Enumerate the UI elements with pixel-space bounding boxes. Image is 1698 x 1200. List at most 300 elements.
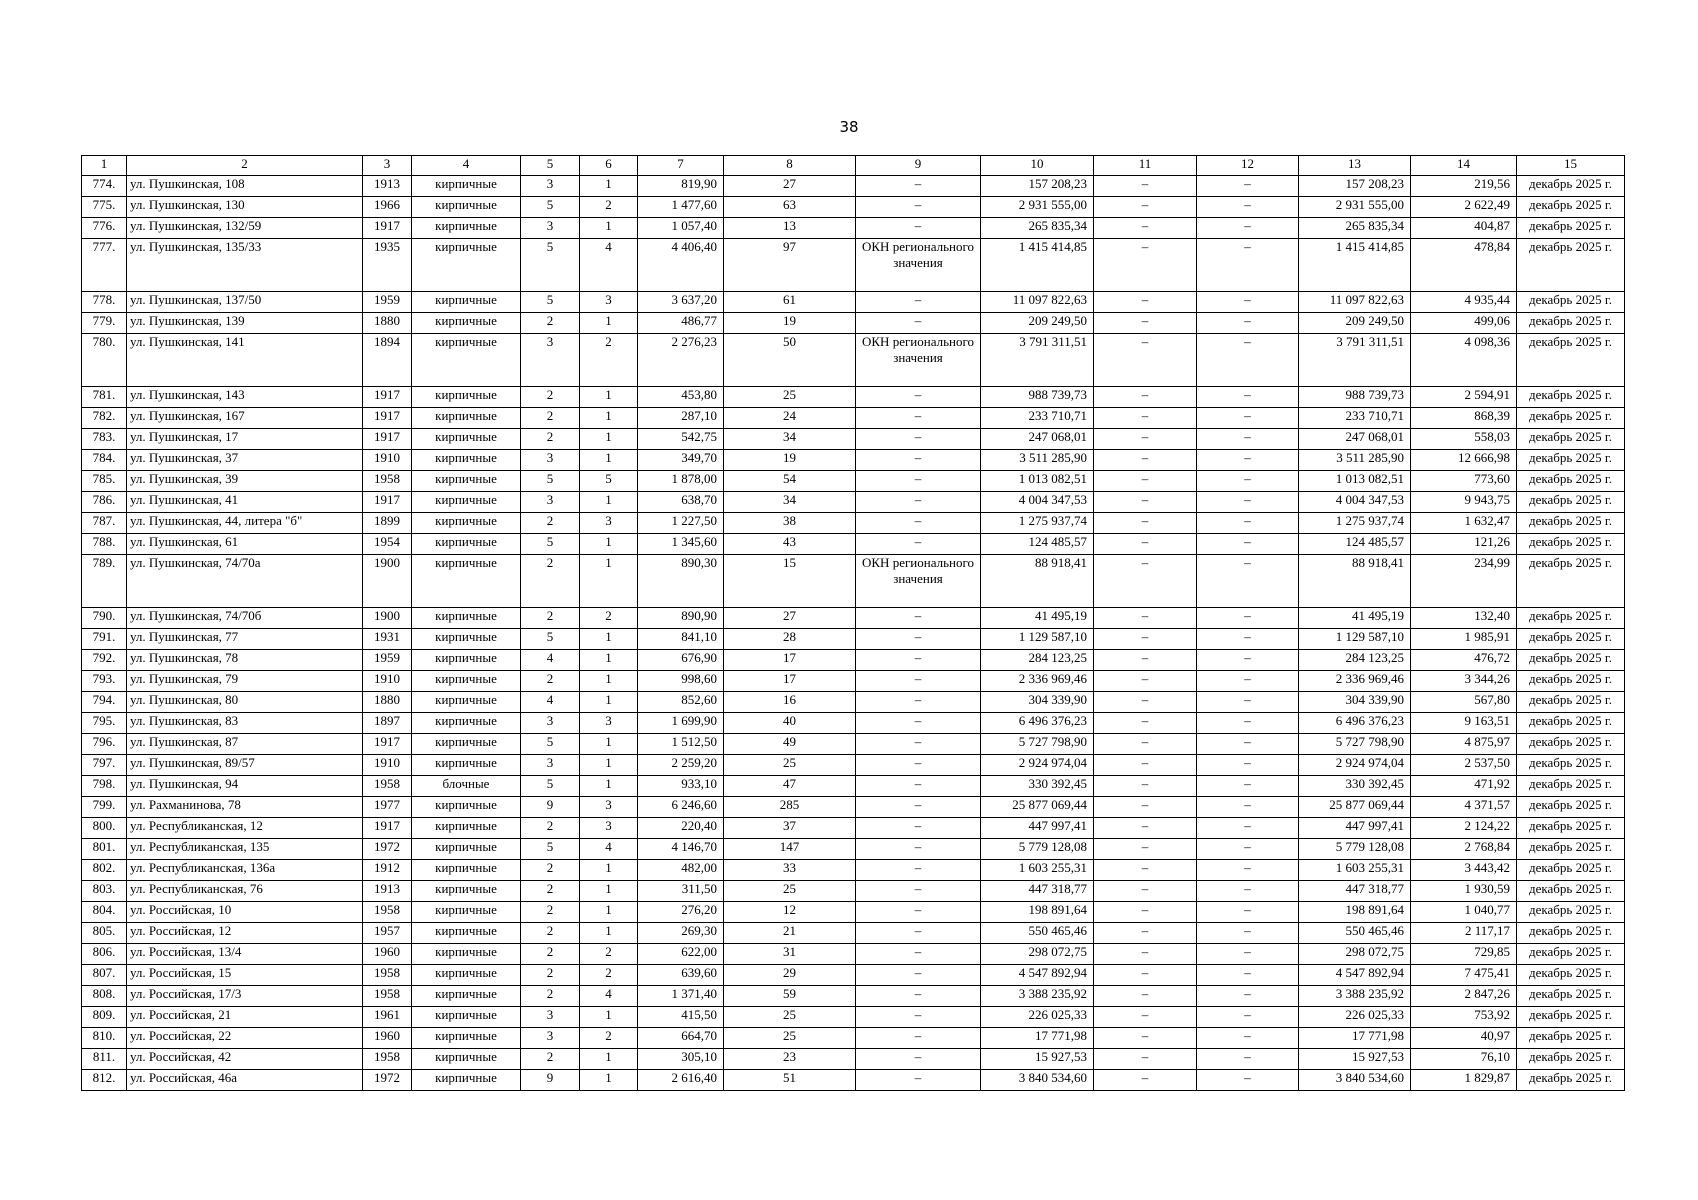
table-cell-col-7: 305,10 xyxy=(638,1049,724,1070)
table-cell-col-13: 550 465,46 xyxy=(1299,923,1411,944)
table-cell-col-10: 447 997,41 xyxy=(981,818,1094,839)
table-cell-col-7: 1 371,40 xyxy=(638,986,724,1007)
table-cell-col-7: 220,40 xyxy=(638,818,724,839)
table-cell-col-9: – xyxy=(856,986,981,1007)
table-cell-col-4: кирпичные xyxy=(412,176,521,197)
table-cell-col-13: 226 025,33 xyxy=(1299,1007,1411,1028)
column-header-10: 10 xyxy=(981,156,1094,176)
table-cell-col-3: 1957 xyxy=(363,923,412,944)
table-cell-col-1: 800. xyxy=(82,818,127,839)
table-cell-col-1: 789. xyxy=(82,555,127,608)
table-cell-col-6: 1 xyxy=(580,671,638,692)
table-cell-col-8: 15 xyxy=(724,555,856,608)
table-cell-col-11: – xyxy=(1094,197,1197,218)
table-cell-col-15: декабрь 2025 г. xyxy=(1517,387,1625,408)
table-cell-col-6: 1 xyxy=(580,492,638,513)
table-cell-col-15: декабрь 2025 г. xyxy=(1517,671,1625,692)
table-cell-col-9: ОКН регионального значения xyxy=(856,555,981,608)
table-cell-col-11: – xyxy=(1094,818,1197,839)
table-cell-col-13: 298 072,75 xyxy=(1299,944,1411,965)
table-cell-col-10: 1 013 082,51 xyxy=(981,471,1094,492)
table-cell-col-13: 209 249,50 xyxy=(1299,313,1411,334)
table-cell-col-11: – xyxy=(1094,408,1197,429)
column-header-5: 5 xyxy=(521,156,580,176)
table-cell-col-3: 1880 xyxy=(363,692,412,713)
table-cell-col-15: декабрь 2025 г. xyxy=(1517,692,1625,713)
table-cell-col-8: 147 xyxy=(724,839,856,860)
column-header-7: 7 xyxy=(638,156,724,176)
table-cell-col-5: 5 xyxy=(521,734,580,755)
table-row xyxy=(82,313,1625,334)
table-cell-col-15: декабрь 2025 г. xyxy=(1517,986,1625,1007)
table-cell-col-1: 808. xyxy=(82,986,127,1007)
table-cell-col-1: 804. xyxy=(82,902,127,923)
table-cell-col-2: ул. Российская, 21 xyxy=(127,1007,363,1028)
table-cell-col-3: 1960 xyxy=(363,1028,412,1049)
table-cell-col-14: 558,03 xyxy=(1411,429,1517,450)
table-cell-col-12: – xyxy=(1197,555,1299,608)
table-cell-col-12: – xyxy=(1197,650,1299,671)
table-cell-col-13: 5 727 798,90 xyxy=(1299,734,1411,755)
table-cell-col-6: 1 xyxy=(580,313,638,334)
table-cell-col-1: 812. xyxy=(82,1070,127,1091)
table-cell-col-7: 4 146,70 xyxy=(638,839,724,860)
table-cell-col-9: – xyxy=(856,513,981,534)
housing-table-container xyxy=(81,155,1624,1091)
table-cell-col-12: – xyxy=(1197,1007,1299,1028)
table-cell-col-11: – xyxy=(1094,313,1197,334)
table-cell-col-11: – xyxy=(1094,650,1197,671)
table-cell-col-15: декабрь 2025 г. xyxy=(1517,492,1625,513)
table-cell-col-1: 791. xyxy=(82,629,127,650)
table-cell-col-6: 5 xyxy=(580,471,638,492)
table-cell-col-5: 2 xyxy=(521,555,580,608)
table-cell-col-12: – xyxy=(1197,197,1299,218)
table-cell-col-2: ул. Российская, 22 xyxy=(127,1028,363,1049)
table-cell-col-3: 1961 xyxy=(363,1007,412,1028)
table-cell-col-15: декабрь 2025 г. xyxy=(1517,797,1625,818)
table-cell-col-6: 1 xyxy=(580,902,638,923)
table-cell-col-6: 1 xyxy=(580,218,638,239)
table-cell-col-2: ул. Пушкинская, 37 xyxy=(127,450,363,471)
table-cell-col-14: 4 371,57 xyxy=(1411,797,1517,818)
table-cell-col-5: 5 xyxy=(521,839,580,860)
table-cell-col-10: 41 495,19 xyxy=(981,608,1094,629)
table-cell-col-11: – xyxy=(1094,218,1197,239)
table-cell-col-8: 25 xyxy=(724,1028,856,1049)
table-cell-col-15: декабрь 2025 г. xyxy=(1517,1049,1625,1070)
table-cell-col-15: декабрь 2025 г. xyxy=(1517,176,1625,197)
table-cell-col-10: 447 318,77 xyxy=(981,881,1094,902)
table-cell-col-9: – xyxy=(856,734,981,755)
table-cell-col-10: 247 068,01 xyxy=(981,429,1094,450)
table-cell-col-5: 5 xyxy=(521,471,580,492)
table-cell-col-6: 2 xyxy=(580,1028,638,1049)
column-header-15: 15 xyxy=(1517,156,1625,176)
table-cell-col-6: 2 xyxy=(580,944,638,965)
table-cell-col-7: 890,30 xyxy=(638,555,724,608)
table-cell-col-11: – xyxy=(1094,1070,1197,1091)
table-cell-col-2: ул. Пушкинская, 139 xyxy=(127,313,363,334)
table-cell-col-12: – xyxy=(1197,471,1299,492)
table-cell-col-5: 2 xyxy=(521,608,580,629)
table-cell-col-7: 639,60 xyxy=(638,965,724,986)
table-cell-col-5: 5 xyxy=(521,292,580,313)
table-body xyxy=(82,176,1625,1091)
table-cell-col-4: кирпичные xyxy=(412,734,521,755)
table-cell-col-10: 233 710,71 xyxy=(981,408,1094,429)
table-cell-col-4: кирпичные xyxy=(412,555,521,608)
table-cell-col-6: 4 xyxy=(580,239,638,292)
table-cell-col-2: ул. Республиканская, 135 xyxy=(127,839,363,860)
table-cell-col-15: декабрь 2025 г. xyxy=(1517,471,1625,492)
table-row xyxy=(82,608,1625,629)
table-cell-col-7: 6 246,60 xyxy=(638,797,724,818)
table-cell-col-13: 6 496 376,23 xyxy=(1299,713,1411,734)
table-cell-col-3: 1959 xyxy=(363,292,412,313)
table-cell-col-6: 1 xyxy=(580,629,638,650)
table-cell-col-4: кирпичные xyxy=(412,471,521,492)
table-cell-col-11: – xyxy=(1094,534,1197,555)
table-cell-col-14: 1 930,59 xyxy=(1411,881,1517,902)
table-cell-col-4: кирпичные xyxy=(412,513,521,534)
table-cell-col-13: 1 603 255,31 xyxy=(1299,860,1411,881)
table-cell-col-6: 2 xyxy=(580,197,638,218)
table-cell-col-11: – xyxy=(1094,334,1197,387)
table-cell-col-13: 198 891,64 xyxy=(1299,902,1411,923)
table-cell-col-3: 1958 xyxy=(363,471,412,492)
table-cell-col-6: 4 xyxy=(580,986,638,1007)
table-cell-col-10: 550 465,46 xyxy=(981,923,1094,944)
table-cell-col-1: 777. xyxy=(82,239,127,292)
table-cell-col-11: – xyxy=(1094,713,1197,734)
table-cell-col-7: 890,90 xyxy=(638,608,724,629)
table-cell-col-8: 34 xyxy=(724,429,856,450)
table-cell-col-7: 998,60 xyxy=(638,671,724,692)
table-cell-col-2: ул. Рахманинова, 78 xyxy=(127,797,363,818)
table-cell-col-5: 2 xyxy=(521,671,580,692)
table-cell-col-6: 3 xyxy=(580,818,638,839)
table-cell-col-14: 2 622,49 xyxy=(1411,197,1517,218)
table-cell-col-2: ул. Пушкинская, 41 xyxy=(127,492,363,513)
table-cell-col-9: – xyxy=(856,408,981,429)
table-cell-col-7: 852,60 xyxy=(638,692,724,713)
table-cell-col-10: 157 208,23 xyxy=(981,176,1094,197)
table-cell-col-4: кирпичные xyxy=(412,713,521,734)
table-cell-col-1: 795. xyxy=(82,713,127,734)
table-cell-col-14: 476,72 xyxy=(1411,650,1517,671)
table-cell-col-2: ул. Пушкинская, 77 xyxy=(127,629,363,650)
table-cell-col-7: 664,70 xyxy=(638,1028,724,1049)
table-cell-col-8: 49 xyxy=(724,734,856,755)
table-cell-col-12: – xyxy=(1197,797,1299,818)
table-cell-col-13: 2 336 969,46 xyxy=(1299,671,1411,692)
table-cell-col-3: 1897 xyxy=(363,713,412,734)
table-cell-col-13: 17 771,98 xyxy=(1299,1028,1411,1049)
table-cell-col-2: ул. Пушкинская, 135/33 xyxy=(127,239,363,292)
table-cell-col-13: 304 339,90 xyxy=(1299,692,1411,713)
table-cell-col-11: – xyxy=(1094,629,1197,650)
table-cell-col-9: – xyxy=(856,608,981,629)
table-cell-col-15: декабрь 2025 г. xyxy=(1517,534,1625,555)
table-row xyxy=(82,1049,1625,1070)
table-cell-col-5: 2 xyxy=(521,965,580,986)
table-row xyxy=(82,755,1625,776)
table-cell-col-9: – xyxy=(856,471,981,492)
table-cell-col-10: 198 891,64 xyxy=(981,902,1094,923)
table-cell-col-12: – xyxy=(1197,671,1299,692)
table-cell-col-6: 1 xyxy=(580,408,638,429)
table-cell-col-4: кирпичные xyxy=(412,965,521,986)
table-cell-col-15: декабрь 2025 г. xyxy=(1517,513,1625,534)
table-cell-col-7: 1 477,60 xyxy=(638,197,724,218)
table-cell-col-9: – xyxy=(856,492,981,513)
table-cell-col-7: 287,10 xyxy=(638,408,724,429)
table-cell-col-7: 1 699,90 xyxy=(638,713,724,734)
table-cell-col-12: – xyxy=(1197,860,1299,881)
table-cell-col-15: декабрь 2025 г. xyxy=(1517,429,1625,450)
table-cell-col-10: 124 485,57 xyxy=(981,534,1094,555)
table-cell-col-8: 17 xyxy=(724,671,856,692)
table-row xyxy=(82,471,1625,492)
table-cell-col-8: 16 xyxy=(724,692,856,713)
table-cell-col-15: декабрь 2025 г. xyxy=(1517,239,1625,292)
table-cell-col-5: 2 xyxy=(521,860,580,881)
table-cell-col-1: 785. xyxy=(82,471,127,492)
table-cell-col-11: – xyxy=(1094,292,1197,313)
table-cell-col-10: 11 097 822,63 xyxy=(981,292,1094,313)
table-cell-col-12: – xyxy=(1197,429,1299,450)
table-cell-col-15: декабрь 2025 г. xyxy=(1517,1007,1625,1028)
table-cell-col-12: – xyxy=(1197,734,1299,755)
table-cell-col-6: 1 xyxy=(580,860,638,881)
table-cell-col-14: 729,85 xyxy=(1411,944,1517,965)
table-cell-col-9: – xyxy=(856,713,981,734)
table-cell-col-14: 76,10 xyxy=(1411,1049,1517,1070)
table-cell-col-2: ул. Пушкинская, 167 xyxy=(127,408,363,429)
table-cell-col-12: – xyxy=(1197,902,1299,923)
table-row xyxy=(82,1028,1625,1049)
table-cell-col-8: 50 xyxy=(724,334,856,387)
table-cell-col-4: кирпичные xyxy=(412,450,521,471)
table-cell-col-6: 2 xyxy=(580,608,638,629)
table-cell-col-9: – xyxy=(856,755,981,776)
table-cell-col-12: – xyxy=(1197,965,1299,986)
table-cell-col-9: – xyxy=(856,1049,981,1070)
table-cell-col-2: ул. Пушкинская, 132/59 xyxy=(127,218,363,239)
table-cell-col-15: декабрь 2025 г. xyxy=(1517,944,1625,965)
table-cell-col-12: – xyxy=(1197,692,1299,713)
table-cell-col-4: кирпичные xyxy=(412,650,521,671)
table-cell-col-14: 4 935,44 xyxy=(1411,292,1517,313)
table-cell-col-9: – xyxy=(856,176,981,197)
table-cell-col-14: 1 985,91 xyxy=(1411,629,1517,650)
table-cell-col-12: – xyxy=(1197,387,1299,408)
table-cell-col-3: 1977 xyxy=(363,797,412,818)
table-cell-col-9: – xyxy=(856,965,981,986)
table-row xyxy=(82,923,1625,944)
table-cell-col-13: 247 068,01 xyxy=(1299,429,1411,450)
table-cell-col-5: 4 xyxy=(521,650,580,671)
table-cell-col-3: 1972 xyxy=(363,1070,412,1091)
table-cell-col-9: – xyxy=(856,218,981,239)
table-cell-col-6: 1 xyxy=(580,1049,638,1070)
table-cell-col-13: 233 710,71 xyxy=(1299,408,1411,429)
table-cell-col-8: 13 xyxy=(724,218,856,239)
table-cell-col-10: 304 339,90 xyxy=(981,692,1094,713)
table-cell-col-7: 1 878,00 xyxy=(638,471,724,492)
table-cell-col-12: – xyxy=(1197,313,1299,334)
table-cell-col-15: декабрь 2025 г. xyxy=(1517,555,1625,608)
table-cell-col-10: 330 392,45 xyxy=(981,776,1094,797)
table-cell-col-5: 3 xyxy=(521,450,580,471)
table-cell-col-1: 774. xyxy=(82,176,127,197)
table-cell-col-4: кирпичные xyxy=(412,1007,521,1028)
table-cell-col-2: ул. Российская, 13/4 xyxy=(127,944,363,965)
table-cell-col-5: 2 xyxy=(521,408,580,429)
table-cell-col-6: 1 xyxy=(580,555,638,608)
table-cell-col-1: 809. xyxy=(82,1007,127,1028)
table-cell-col-7: 1 057,40 xyxy=(638,218,724,239)
table-cell-col-4: кирпичные xyxy=(412,1070,521,1091)
table-cell-col-12: – xyxy=(1197,334,1299,387)
table-cell-col-5: 9 xyxy=(521,797,580,818)
column-header-11: 11 xyxy=(1094,156,1197,176)
table-cell-col-5: 2 xyxy=(521,513,580,534)
table-cell-col-12: – xyxy=(1197,629,1299,650)
table-cell-col-10: 1 603 255,31 xyxy=(981,860,1094,881)
table-cell-col-6: 1 xyxy=(580,692,638,713)
table-cell-col-13: 15 927,53 xyxy=(1299,1049,1411,1070)
table-cell-col-7: 1 345,60 xyxy=(638,534,724,555)
table-cell-col-7: 415,50 xyxy=(638,1007,724,1028)
table-cell-col-4: кирпичные xyxy=(412,629,521,650)
table-cell-col-7: 349,70 xyxy=(638,450,724,471)
table-cell-col-9: – xyxy=(856,450,981,471)
table-cell-col-15: декабрь 2025 г. xyxy=(1517,292,1625,313)
column-header-4: 4 xyxy=(412,156,521,176)
table-cell-col-5: 3 xyxy=(521,176,580,197)
table-cell-col-1: 797. xyxy=(82,755,127,776)
table-cell-col-2: ул. Республиканская, 12 xyxy=(127,818,363,839)
table-cell-col-2: ул. Пушкинская, 137/50 xyxy=(127,292,363,313)
table-cell-col-3: 1917 xyxy=(363,734,412,755)
table-cell-col-10: 298 072,75 xyxy=(981,944,1094,965)
table-row xyxy=(82,797,1625,818)
table-cell-col-13: 88 918,41 xyxy=(1299,555,1411,608)
table-cell-col-15: декабрь 2025 г. xyxy=(1517,1070,1625,1091)
table-cell-col-11: – xyxy=(1094,471,1197,492)
table-cell-col-12: – xyxy=(1197,608,1299,629)
table-cell-col-1: 776. xyxy=(82,218,127,239)
table-cell-col-9: – xyxy=(856,387,981,408)
table-cell-col-14: 499,06 xyxy=(1411,313,1517,334)
table-cell-col-14: 471,92 xyxy=(1411,776,1517,797)
page-number: 38 xyxy=(839,118,859,136)
table-cell-col-11: – xyxy=(1094,176,1197,197)
table-cell-col-4: кирпичные xyxy=(412,608,521,629)
table-cell-col-12: – xyxy=(1197,818,1299,839)
table-cell-col-14: 2 847,26 xyxy=(1411,986,1517,1007)
table-row xyxy=(82,555,1625,608)
table-cell-col-1: 792. xyxy=(82,650,127,671)
table-cell-col-9: – xyxy=(856,313,981,334)
table-cell-col-7: 933,10 xyxy=(638,776,724,797)
table-cell-col-10: 988 739,73 xyxy=(981,387,1094,408)
table-row xyxy=(82,197,1625,218)
table-cell-col-15: декабрь 2025 г. xyxy=(1517,629,1625,650)
table-cell-col-11: – xyxy=(1094,734,1197,755)
table-cell-col-14: 1 632,47 xyxy=(1411,513,1517,534)
table-cell-col-1: 810. xyxy=(82,1028,127,1049)
table-cell-col-15: декабрь 2025 г. xyxy=(1517,218,1625,239)
table-cell-col-8: 23 xyxy=(724,1049,856,1070)
table-cell-col-11: – xyxy=(1094,881,1197,902)
table-cell-col-12: – xyxy=(1197,176,1299,197)
table-cell-col-8: 27 xyxy=(724,176,856,197)
table-cell-col-10: 5 727 798,90 xyxy=(981,734,1094,755)
table-row xyxy=(82,776,1625,797)
table-cell-col-9: – xyxy=(856,292,981,313)
table-cell-col-8: 31 xyxy=(724,944,856,965)
table-cell-col-2: ул. Пушкинская, 94 xyxy=(127,776,363,797)
table-cell-col-13: 265 835,34 xyxy=(1299,218,1411,239)
table-cell-col-14: 4 098,36 xyxy=(1411,334,1517,387)
table-cell-col-11: – xyxy=(1094,902,1197,923)
table-cell-col-2: ул. Российская, 15 xyxy=(127,965,363,986)
table-cell-col-14: 9 943,75 xyxy=(1411,492,1517,513)
table-cell-col-12: – xyxy=(1197,755,1299,776)
table-cell-col-10: 6 496 376,23 xyxy=(981,713,1094,734)
table-cell-col-9: – xyxy=(856,923,981,944)
table-cell-col-10: 4 547 892,94 xyxy=(981,965,1094,986)
table-cell-col-10: 2 336 969,46 xyxy=(981,671,1094,692)
table-cell-col-4: кирпичные xyxy=(412,923,521,944)
table-cell-col-5: 2 xyxy=(521,429,580,450)
table-cell-col-5: 2 xyxy=(521,313,580,334)
table-row xyxy=(82,387,1625,408)
table-cell-col-9: – xyxy=(856,1028,981,1049)
table-cell-col-9: – xyxy=(856,429,981,450)
table-cell-col-5: 3 xyxy=(521,218,580,239)
table-row xyxy=(82,450,1625,471)
table-cell-col-6: 1 xyxy=(580,650,638,671)
table-cell-col-15: декабрь 2025 г. xyxy=(1517,965,1625,986)
table-cell-col-3: 1894 xyxy=(363,334,412,387)
table-cell-col-5: 2 xyxy=(521,818,580,839)
table-cell-col-4: кирпичные xyxy=(412,197,521,218)
table-cell-col-6: 2 xyxy=(580,965,638,986)
table-cell-col-10: 15 927,53 xyxy=(981,1049,1094,1070)
table-cell-col-9: – xyxy=(856,197,981,218)
table-cell-col-8: 17 xyxy=(724,650,856,671)
table-cell-col-9: – xyxy=(856,692,981,713)
table-cell-col-5: 5 xyxy=(521,197,580,218)
table-cell-col-14: 3 443,42 xyxy=(1411,860,1517,881)
table-cell-col-2: ул. Российская, 46а xyxy=(127,1070,363,1091)
table-cell-col-8: 12 xyxy=(724,902,856,923)
table-cell-col-1: 798. xyxy=(82,776,127,797)
table-cell-col-4: кирпичные xyxy=(412,986,521,1007)
table-cell-col-8: 27 xyxy=(724,608,856,629)
table-cell-col-8: 25 xyxy=(724,1007,856,1028)
table-row xyxy=(82,513,1625,534)
table-cell-col-8: 19 xyxy=(724,450,856,471)
table-cell-col-11: – xyxy=(1094,1007,1197,1028)
table-cell-col-12: – xyxy=(1197,713,1299,734)
table-cell-col-9: – xyxy=(856,650,981,671)
table-cell-col-7: 453,80 xyxy=(638,387,724,408)
